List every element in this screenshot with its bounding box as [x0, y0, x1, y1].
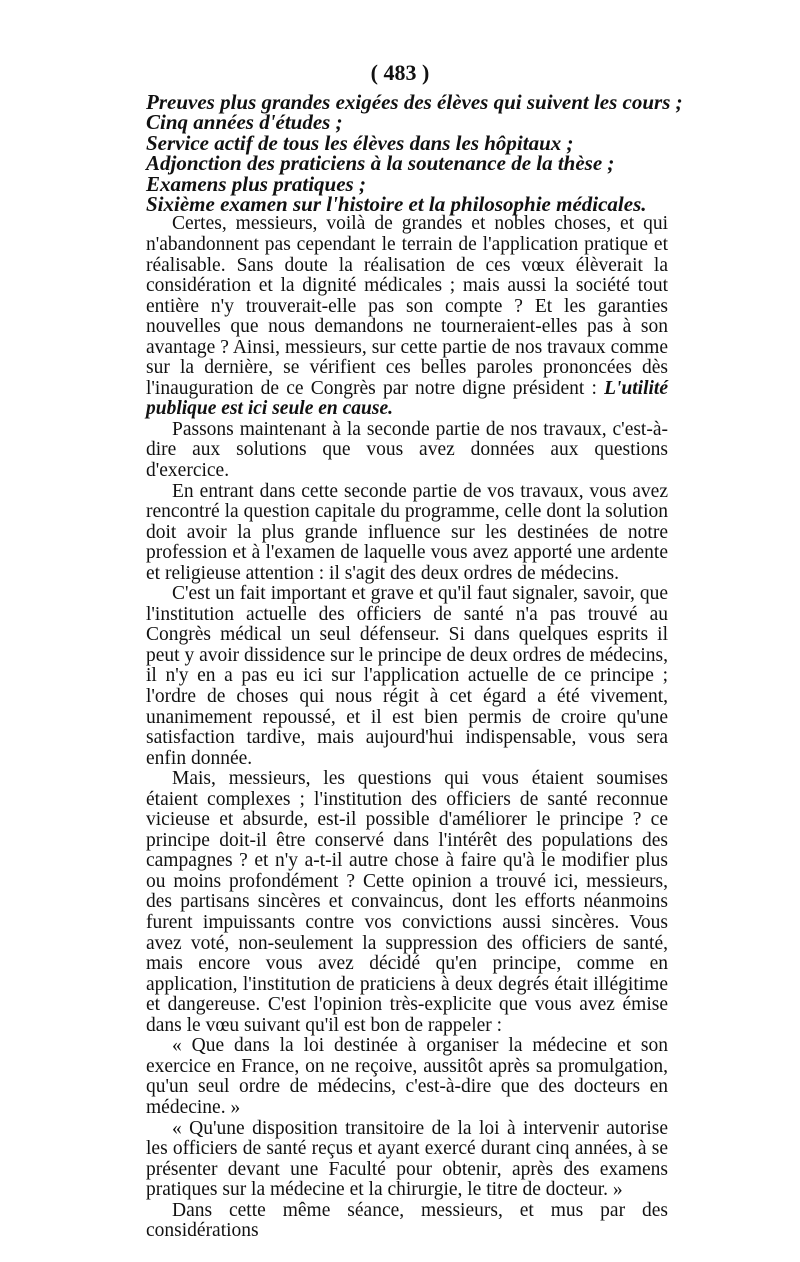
paragraph-text: Certes, messieurs, voilà de grandes et nobles choses, et qui n'abandonnent pas cependant le terrain de l'application pratique et réalisable. Sans doute la réalisation de ces vœux élèverait la considération et la dignité médicales ; mais aussi la société tout entière n'y trouverait-elle pas son compte ? Et les garanties nouvelles que nous demandons ne tourneraient-elles pas à son avantage ? Ainsi, messieurs, sur cette partie de nos travaux comme sur la dernière, se vérifient ces belles paroles prononcées dès l'inauguration de ce Congrès par notre digne président : [146, 213, 668, 399]
list-item: Adjonction des praticiens à la soutenance de la thèse ; [146, 151, 615, 176]
quoted-resolution: « Qu'une disposition transitoire de la loi à intervenir autorise les officiers de santé reçus et ayant exercé durant cinq années, à se présenter devant une Faculté pour obtenir, après des examens pratiques sur la médecine et la chirurgie, le titre de docteur. » [146, 1117, 668, 1201]
paragraph: Mais, messieurs, les questions qui vous étaient soumises étaient complexes ; l'institution des officiers de santé reconnue vicieuse et absurde, est-il possible d'améliorer le principe ? ce principe doit-il être conservé dans l'intérêt des populations des campagnes ? et n'y a-t-il autre chose à faire qu'à le modifier plus ou moins profondément ? Cette opinion a trouvé ici, messieurs, des partisans sincères et convaincus, dont les efforts néanmoins furent impuissants contre vos convictions aussi sincères. Vous avez voté, non-seulement la suppression des officiers de santé, mais encore vous avez décidé qu'en principe, comme en application, l'institution de praticiens à deux degrés était illégitime et dangereuse. C'est l'opinion très-explicite que vous avez émise dans le vœu suivant qu'il est bon de rappeler : [146, 768, 668, 1036]
list-item: Preuves plus grandes exigées des élèves qui suivent les cours ; [146, 90, 683, 114]
page-number: ( 483 ) [370, 60, 430, 85]
list-item: Examens plus pratiques ; [146, 171, 366, 196]
emphasized-quote: L'utilité publique est ici seule en cause. [146, 377, 668, 420]
paragraph: Passons maintenant à la seconde partie de nos travaux, c'est-à-dire aux solutions que vous avez données aux questions d'exercice. [146, 418, 668, 481]
list-item: Sixième examen sur l'histoire et la philosophie médicales. [146, 192, 647, 217]
body-text [146, 90, 683, 1242]
paragraph: C'est un fait important et grave et qu'il faut signaler, savoir, que l'institution actuelle des officiers de santé n'a pas trouvé au Congrès médical un seul défenseur. Si dans quelques esprits il peut y avoir dissidence sur le principe de deux ordres de médecins, il n'y en a pas eu ici sur l'application actuelle de ce principe ; l'ordre de choses qui nous régit à cet égard a été vivement, unanimement repoussé, et il est bien permis de croire qu'une satisfaction tardive, mais aujourd'hui indispensable, vous sera enfin donnée. [146, 583, 668, 769]
list-item: Cinq années d'études ; [146, 110, 343, 135]
paragraph: Dans cette même séance, messieurs, et mus par des considérations [146, 1199, 668, 1242]
paragraph: En entrant dans cette seconde partie de vos travaux, vous avez rencontré la question capitale du programme, celle dont la solution doit avoir la plus grande influence sur les destinées de notre profession et à l'examen de laquelle vous avez apporté une ardente et religieuse attention : il s'agit des deux ordres de médecins. [146, 480, 668, 584]
list-item: Service actif de tous les élèves dans les hôpitaux ; [146, 130, 574, 155]
paragraph [146, 214, 668, 419]
quoted-resolution: « Que dans la loi destinée à organiser la médecine et son exercice en France, on ne reçoive, aussitôt après sa promulgation, qu'un seul ordre de médecins, c'est-à-dire que des docteurs en médecine. » [146, 1035, 668, 1118]
